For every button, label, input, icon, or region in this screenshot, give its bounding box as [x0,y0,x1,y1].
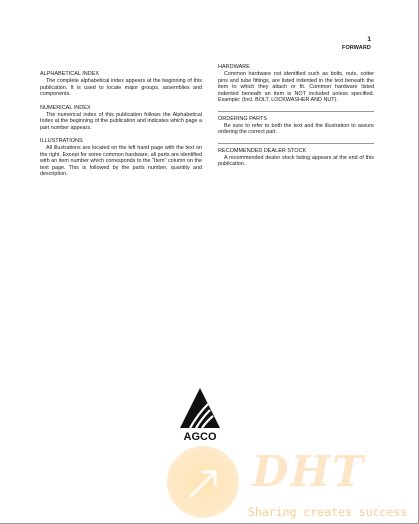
section-title: RECOMMENDED DEALER STOCK [218,147,307,154]
section-body: All illustrations are located on the left hand page with the text on the right. Except for some common hardware, all parts are identified with an item number which corresponds to the "Item" column on the text page. This is followed by the parts number, quantity and description. [40,145,202,177]
section-body: The complete alphabetical index appears at the beginning of this publication. It is used to locate major groups, assemblies and components. [40,78,202,97]
section-title: ORDERING PARTS [218,115,267,122]
left-column [40,71,202,185]
watermark-title: DHT [252,447,366,496]
section-body: A recommended dealer stock listing appears at the end of this publication. [218,154,374,167]
agco-logo [176,384,224,444]
section-alphabetical-index [40,71,202,98]
watermark-badge [167,446,239,518]
section-body: Common hardware not identified such as bolts, nuts, cotter pins and tube fittings, are listed indented in the text beneath the item to which they attach or fit. Common hardware listed indented beneath an item is NOT included unless specified. Example: (Incl. BOLT, LOCKWASHER AND NUT). [218,71,374,103]
section-numerical-index [40,105,202,132]
watermark-subtitle: Sharing creates success [248,505,408,519]
section-recommended-dealer-stock [218,148,374,168]
page-number: 1 [367,36,371,43]
section-body: The numerical index of this publication follows the Alphabetical Index at the beginning of the publication and indicates which page a part number appears. [40,111,202,131]
section-divider [218,111,374,112]
page-heading: FORWARD [341,45,371,51]
section-body: Be sure to refer to both the text and the illustration to assure ordering the correct part. [218,122,374,135]
section-illustrations [40,138,202,178]
section-title: NUMERICAL INDEX [40,104,91,111]
section-title: ALPHABETICAL INDEX [40,71,100,77]
right-column [218,64,374,175]
section-ordering-parts [218,116,374,136]
logo-text: AGCO [183,431,217,443]
arrow-icon [167,446,239,518]
section-title: ILLUSTRATIONS [40,138,83,144]
section-divider [218,143,374,144]
agco-triangle-logo-icon [180,388,220,428]
section-hardware [218,64,374,104]
section-title: HARDWARE [218,64,250,70]
